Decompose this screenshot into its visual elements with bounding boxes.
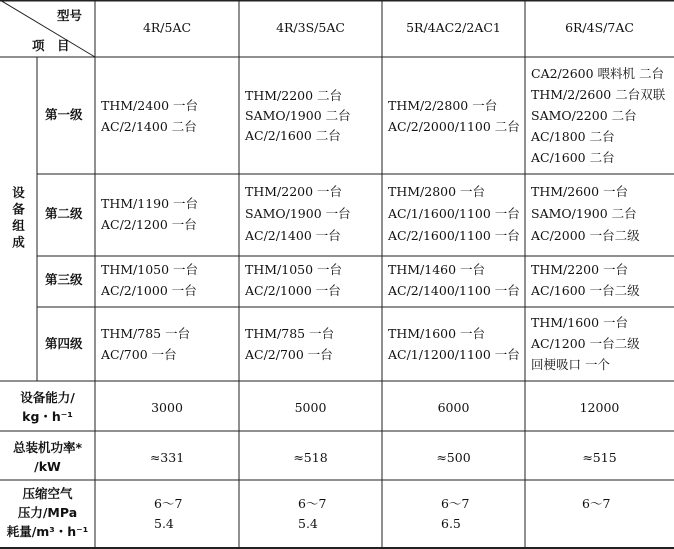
power-m1: ≈331: [149, 450, 185, 465]
header-item-label: 项 目: [32, 38, 70, 53]
l2-m3-line2: AC/1/1600/1100 一台: [388, 206, 520, 221]
l1-m3-line1: THM/2/2800 一台: [388, 98, 498, 113]
l4-m4-line2: AC/1200 一台二级: [531, 336, 640, 351]
l3-m2-line2: AC/2/1000 一台: [245, 283, 341, 298]
l1-m2-line1: THM/2200 二台: [245, 88, 343, 103]
air-m4-pressure: 6～7: [582, 496, 611, 511]
l1-m4-line1: CA2/2600 喂料机 二台: [531, 66, 665, 81]
power-m3: ≈500: [436, 450, 471, 465]
l4-m1-line2: AC/700 一台: [101, 347, 177, 362]
l4-m3-line1: THM/1600 一台: [388, 326, 486, 341]
air-label-line3: 耗量/m³・h⁻¹: [6, 524, 89, 539]
l2-m3-line1: THM/2800 一台: [388, 184, 486, 199]
power-label-line2: /kW: [34, 459, 61, 474]
l3-m3-line2: AC/2/1400/1100 一台: [388, 283, 520, 298]
l2-m2-line3: AC/2/1400 一台: [245, 228, 341, 243]
l2-m2-line2: SAMO/1900 一台: [245, 206, 351, 221]
l2-m1-line1: THM/1190 一台: [101, 196, 199, 211]
l2-m4-line2: SAMO/1900 二台: [531, 206, 637, 221]
l3-m2-line1: THM/1050 一台: [245, 262, 343, 277]
power-m2: ≈518: [293, 450, 328, 465]
model-4-header: 6R/4S/7AC: [565, 20, 634, 35]
equipment-group-label: 设备组成: [10, 186, 26, 252]
capacity-label-line2: kg・h⁻¹: [22, 409, 73, 424]
air-m2-pressure: 6～7: [298, 496, 327, 511]
power-label-line1: 总装机功率*: [12, 440, 83, 455]
l4-m4-line3: 回梗吸口 一个: [531, 357, 610, 372]
l1-m4-line2: THM/2/2600 二台双联: [531, 87, 666, 102]
air-m3-pressure: 6～7: [441, 496, 470, 511]
air-m2-consumption: 5.4: [298, 516, 318, 531]
l1-m4-line4: AC/1800 二台: [531, 129, 615, 144]
l1-m1-line1: THM/2400 一台: [101, 98, 199, 113]
l2-m4-line3: AC/2000 一台二级: [531, 228, 640, 243]
l1-m3-line2: AC/2/2000/1100 二台: [388, 119, 520, 134]
l3-m1-line1: THM/1050 一台: [101, 262, 199, 277]
air-m3-consumption: 6.5: [441, 516, 461, 531]
model-3-header: 5R/4AC2/2AC1: [406, 20, 501, 35]
l2-m1-line2: AC/2/1200 一台: [101, 217, 197, 232]
l3-m3-line1: THM/1460 一台: [388, 262, 486, 277]
l1-m4-line5: AC/1600 二台: [531, 150, 615, 165]
capacity-m2: 5000: [294, 400, 327, 415]
capacity-label-line1: 设备能力/: [20, 390, 75, 405]
l4-m2-line2: AC/2/700 一台: [245, 347, 333, 362]
model-1-header: 4R/5AC: [142, 20, 192, 35]
air-label-line1: 压缩空气: [22, 486, 73, 501]
capacity-m4: 12000: [579, 400, 620, 415]
air-m1-pressure: 6～7: [154, 496, 183, 511]
level-4-label: 第四级: [45, 336, 83, 351]
l1-m2-line3: AC/2/1600 二台: [245, 128, 341, 143]
level-1-label: 第一级: [45, 107, 83, 122]
model-2-header: 4R/3S/5AC: [276, 20, 345, 35]
header-model-label: 型号: [57, 8, 83, 23]
l2-m2-line1: THM/2200 一台: [245, 184, 343, 199]
power-m4: ≈515: [582, 450, 617, 465]
l3-m4-line2: AC/1600 一台二级: [531, 283, 640, 298]
l2-m4-line1: THM/2600 一台: [531, 184, 629, 199]
l4-m4-line1: THM/1600 一台: [531, 315, 629, 330]
l4-m2-line1: THM/785 一台: [245, 326, 335, 341]
l1-m1-line2: AC/2/1400 二台: [101, 119, 197, 134]
l3-m4-line1: THM/2200 一台: [531, 262, 629, 277]
l1-m4-line3: SAMO/2200 二台: [531, 108, 637, 123]
capacity-m1: 3000: [151, 400, 183, 415]
l1-m2-line2: SAMO/1900 二台: [245, 108, 351, 123]
air-m1-consumption: 5.4: [154, 516, 174, 531]
l4-m3-line2: AC/1/1200/1100 一台: [388, 347, 520, 362]
level-3-label: 第三级: [45, 272, 83, 287]
air-label-line2: 压力/MPa: [17, 505, 78, 520]
level-2-label: 第二级: [45, 206, 83, 221]
l3-m1-line2: AC/2/1000 一台: [101, 283, 197, 298]
l4-m1-line1: THM/785 一台: [101, 326, 191, 341]
capacity-m3: 6000: [437, 400, 470, 415]
l2-m3-line3: AC/2/1600/1100 一台: [388, 228, 520, 243]
